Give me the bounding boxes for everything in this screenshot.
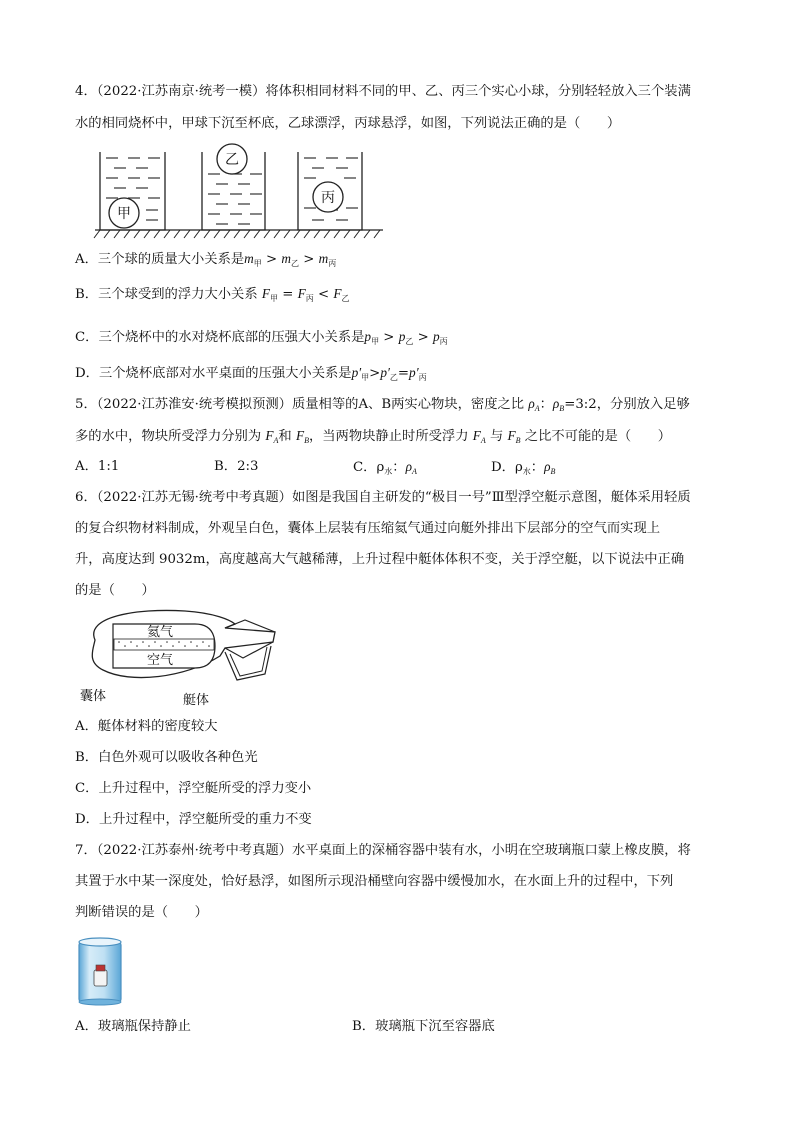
q6-stem-line4: 的是（ ） <box>75 583 155 598</box>
q6-option-d[interactable]: D．上升过程中，浮空艇所受的重力不变 <box>75 812 312 827</box>
q7-option-b[interactable]: B．玻璃瓶下沉至容器底 <box>352 1019 495 1034</box>
ball-label-jia: 甲 <box>117 206 131 222</box>
q6-airship-figure <box>75 602 285 707</box>
label-air: 空气 <box>147 653 174 668</box>
q5-option-a[interactable]: A．1:1 <box>75 459 120 474</box>
q4-option-a[interactable]: A．三个球的质量大小关系是$m_甲 > m_乙 > m_丙$ <box>75 251 337 268</box>
q7-container-figure <box>76 934 124 1006</box>
label-hull: 艇体 <box>183 693 210 707</box>
q4-beakers-figure <box>90 140 390 242</box>
q4-option-b[interactable]: B．三个球受到的浮力大小关系 $F_甲 = F_丙 < F_乙$ <box>75 286 350 303</box>
q7-option-a[interactable]: A．玻璃瓶保持静止 <box>75 1019 191 1034</box>
q5-stem-line2: 多的水中，物块所受浮力分别为 $F_A$和 $F_B$，当两物块静止时所受浮力 $F_A$ 与 $F_B$ 之比不可能的是（ ） <box>75 428 672 445</box>
q7-stem-line2: 其置于水中某一深度处，恰好悬浮，如图所示现沿桶壁向容器中缓慢加水，在水面上升的过程中，下列 <box>75 874 674 889</box>
q5-option-b[interactable]: B．2:3 <box>214 459 259 474</box>
q7-stem-line1: 7．（2022·江苏泰州·统考中考真题）水平桌面上的深桶容器中装有水，小明在空玻璃瓶口蒙上橡皮膜，将 <box>75 843 691 858</box>
q4-option-d[interactable]: D．三个烧杯底部对水平桌面的压强大小关系是$p'_甲>p'_乙=p'_丙$ <box>75 365 427 382</box>
q6-option-b[interactable]: B．白色外观可以吸收各种色光 <box>75 750 258 765</box>
q4-stem-line2: 水的相同烧杯中，甲球下沉至杯底，乙球漂浮，丙球悬浮，如图，下列说法正确的是（ ） <box>75 116 621 131</box>
q6-option-a[interactable]: A．艇体材料的密度较大 <box>75 719 218 734</box>
q5-option-d[interactable]: D．$\rho_水$：$\rho_B$ <box>491 459 556 476</box>
label-helium: 氦气 <box>147 625 174 640</box>
label-bladder: 囊体 <box>80 689 107 704</box>
q6-stem-line3: 升，高度达到 9032m，高度越高大气越稀薄，上升过程中艇体体积不变，关于浮空艇，以下说法中正确 <box>75 552 685 567</box>
q4-option-c[interactable]: C．三个烧杯中的水对烧杯底部的压强大小关系是$p_甲 > p_乙 > p_丙$ <box>75 329 448 346</box>
q6-stem-line1: 6．（2022·江苏无锡·统考中考真题）如图是我国自主研发的“极目一号”Ⅲ型浮空艇示意图，艇体采用轻质 <box>75 490 691 505</box>
q5-stem-line1: 5．（2022·江苏淮安·统考模拟预测）质量相等的A、B两实心物块，密度之比 $\rho_A$：$\rho_B=3:2$，分别放入足够 <box>75 396 690 413</box>
ball-label-yi: 乙 <box>225 152 239 168</box>
q4-stem-line1: 4．（2022·江苏南京·统考一模）将体积相同材料不同的甲、乙、丙三个实心小球，分别轻轻放入三个装满 <box>75 84 691 99</box>
ball-label-bing: 丙 <box>321 190 335 206</box>
q7-stem-line3: 判断错误的是（ ） <box>75 905 208 920</box>
q5-option-c[interactable]: C．$\rho_水$：$\rho_A$ <box>353 459 417 476</box>
q6-option-c[interactable]: C．上升过程中，浮空艇所受的浮力变小 <box>75 781 312 796</box>
q6-stem-line2: 的复合织物材料制成，外观呈白色，囊体上层装有压缩氦气通过向艇外排出下层部分的空气而实现上 <box>75 521 661 536</box>
